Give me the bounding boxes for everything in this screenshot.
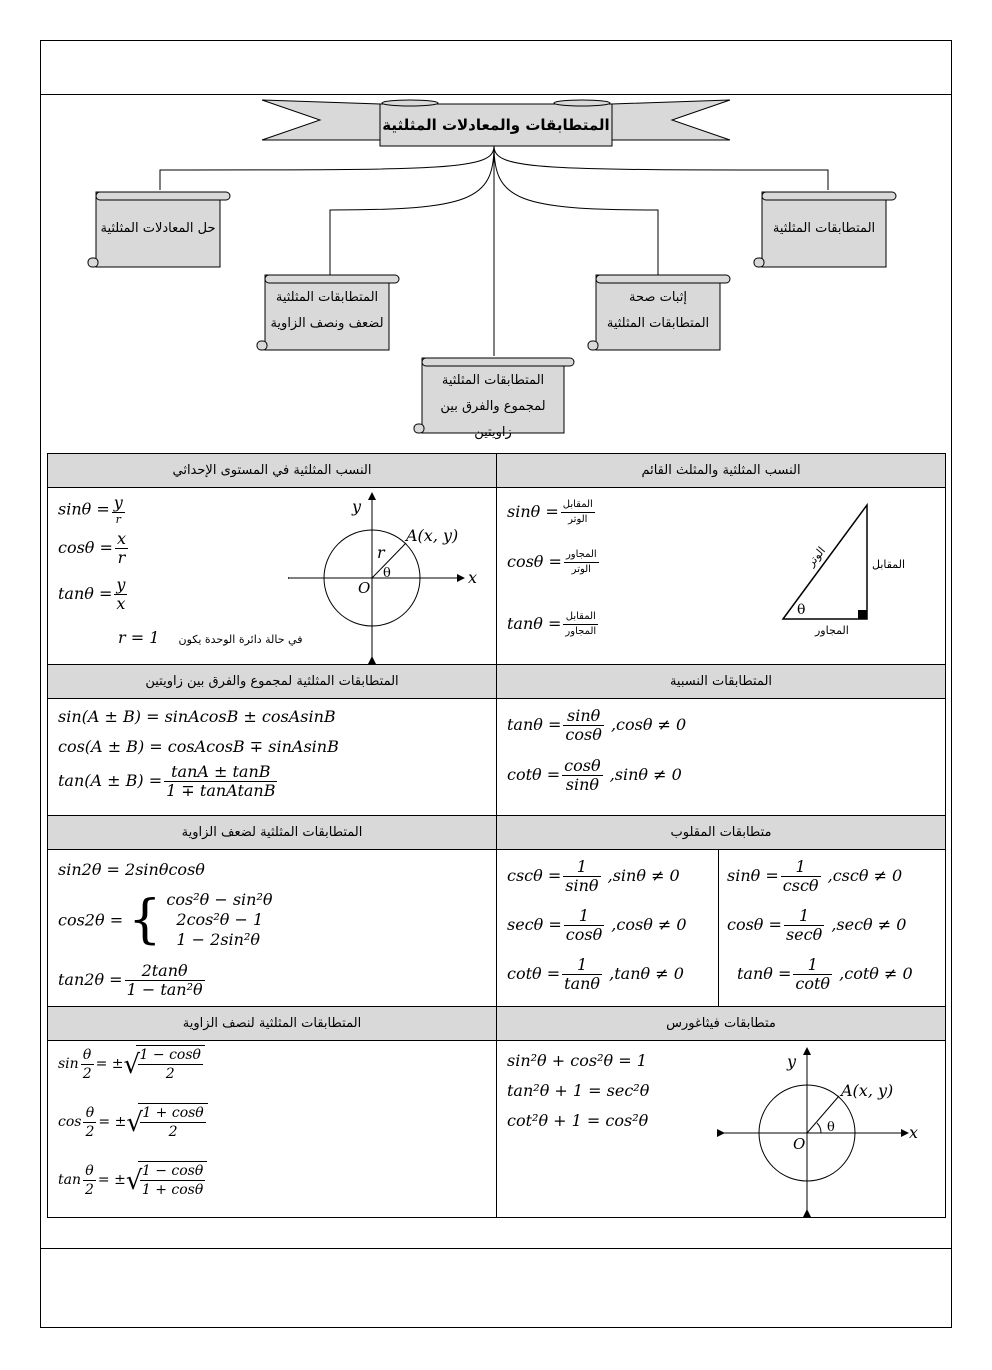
half-tan: tan $\frac{\theta}{2}$ = ± √ $\frac{1 - \cos\theta}{1 + \cos\theta}$ (58, 1161, 207, 1199)
coordinate-circle-figure (288, 488, 488, 664)
map-proving-line2: المتطابقات المثلثية (606, 316, 710, 331)
cell-coordinate (48, 488, 497, 665)
rt-sin: sinθ = $\frac{\text{المقابل}}{\text{الوتر}}$ (507, 499, 593, 525)
cell-reciprocal (497, 850, 946, 1007)
cell-right-triangle (497, 488, 946, 665)
double-cos: cos2θ = { cos²θ − sin²θ 2cos²θ − 1 1 − 2sin²θ (58, 890, 273, 950)
map-proving-line1: إثبات صحة (629, 290, 687, 305)
sum-sin: sin(A ± B) = sinAcosB ± cosAsinB (58, 707, 336, 726)
page-title: المتطابقات والمعادلات المثلثية (382, 116, 610, 134)
header-right-triangle: النسب المثلثية والمثلث القائم (497, 454, 946, 488)
header-pythag: متطابقات فيثاغورس (497, 1007, 946, 1041)
sum-cos: cos(A ± B) = cosAcosB ∓ sinAsinB (58, 737, 339, 756)
recip-sin: sinθ = $\frac{1}{\csc\theta}$ ,cscθ ≠ 0 (727, 857, 903, 895)
link-proving (494, 146, 658, 275)
pythag-label-A: A(x, y) (841, 1081, 894, 1100)
banner-right-tail (612, 100, 730, 140)
label-y: y (352, 497, 362, 516)
pythag-1: sin²θ + cos²θ = 1 (507, 1051, 647, 1070)
cell-quotient (497, 699, 946, 816)
label-theta: θ (383, 566, 391, 581)
sum-tan: tan(A ± B) = $\frac{\tan A \pm \tan B}{\text{1 ∓ tanAtanB}}$ (58, 762, 276, 800)
pythag-2: tan²θ + 1 = sec²θ (507, 1081, 650, 1100)
double-cos-c: 1 − 2sin²θ (176, 930, 261, 949)
cell-half (48, 1041, 497, 1218)
quot-cot: cotθ = $\frac{\cos\theta}{\sin\theta}$ ,sinθ ≠ 0 (507, 756, 682, 794)
map-proving (596, 285, 720, 337)
triangle-hypotenuse: الوتر (804, 544, 829, 569)
reciprocal-divider (718, 850, 719, 1006)
link-double-half (330, 146, 494, 275)
map-sum-diff-line1: المتطابقات المثلثية (441, 373, 545, 388)
triangle-theta: θ (797, 602, 806, 618)
map-sum-diff (422, 368, 564, 446)
label-O: O (358, 579, 371, 597)
coord-cos: cosθ = $\frac{x}{r}$ (58, 529, 126, 567)
pythag-3: cot²θ + 1 = cos²θ (507, 1111, 649, 1130)
right-triangle-figure (737, 488, 937, 664)
header-coordinate: النسب المثلثية في المستوى الإحداثي (48, 454, 497, 488)
triangle-opposite: المقابل (872, 558, 906, 571)
r-equals-one: r = 1 (118, 628, 160, 647)
double-sin: sin2θ = 2sinθcosθ (58, 860, 205, 879)
map-double-half-line1: المتطابقات المثلثية (275, 290, 379, 305)
label-x: x (468, 568, 478, 587)
pythag-label-theta: θ (827, 1120, 835, 1135)
banner-left-tail (262, 100, 380, 140)
quot-tan: tanθ = $\frac{\sin\theta}{\cos\theta}$ ,cosθ ≠ 0 (507, 706, 687, 744)
unit-note-text: في حالة دائرة الوحدة يكون (178, 633, 303, 646)
pythag-label-O: O (793, 1135, 806, 1153)
header-sum-diff: المتطابقات المثلثية لمجموع والفرق بين زاويتين (48, 665, 497, 699)
triangle-adjacent: المجاور (815, 624, 849, 637)
map-double-half (265, 285, 389, 337)
coord-tan: tanθ = $\frac{y}{x}$ (58, 575, 126, 613)
label-r: r (377, 543, 385, 562)
header-half: المتطابقات المثلثية لنصف الزاوية (48, 1007, 497, 1041)
map-sum-diff-line2: لمجموع والفرق بين زاويتين (440, 399, 546, 440)
recip-tan: tanθ = $\frac{1}{\cot\theta}$ ,cotθ ≠ 0 (737, 955, 913, 993)
pythag-label-y: y (787, 1052, 797, 1071)
rt-tan: tanθ = $\frac{\text{المقابل}}{\text{المجاور}}$ (507, 611, 597, 637)
cell-sum-diff (48, 699, 497, 816)
label-A: A(x, y) (406, 526, 459, 545)
link-identities (494, 146, 828, 190)
footer-divider (40, 1248, 952, 1249)
recip-cot: cotθ = $\frac{1}{\tan\theta}$ ,tanθ ≠ 0 (507, 955, 684, 993)
cell-pythag (497, 1041, 946, 1218)
header-quotient: المتطابقات النسبية (497, 665, 946, 699)
recip-sec: secθ = $\frac{1}{\cos\theta}$ ,cosθ ≠ 0 (507, 906, 687, 944)
rt-cos: cosθ = $\frac{\text{المجاور}}{\text{الوتر}}$ (507, 549, 597, 575)
half-cos: cos $\frac{\theta}{2}$ = ± √ $\frac{1 + \cos\theta}{2}$ (58, 1103, 208, 1141)
unit-circle-note (118, 628, 303, 647)
recip-cos: cosθ = $\frac{1}{\sec\theta}$ ,secθ ≠ 0 (727, 906, 907, 944)
header-double: المتطابقات المثلثية لضعف الزاوية (48, 816, 497, 850)
recip-csc: cscθ = $\frac{1}{\sin\theta}$ ,sinθ ≠ 0 (507, 857, 680, 895)
header-reciprocal: متطابقات المقلوب (497, 816, 946, 850)
coord-sin: sinθ = $\frac{y}{r}$ (58, 493, 123, 526)
cell-double (48, 850, 497, 1007)
half-sin: sin $\frac{\theta}{2}$ = ± √ $\frac{1 - \cos\theta}{2}$ (58, 1045, 205, 1083)
link-solving (160, 146, 494, 190)
double-tan: tan2θ = $\frac{2\tan\theta}{\text{1 − tan²θ}}$ (58, 961, 203, 999)
double-cos-b: 2cos²θ − 1 (176, 910, 264, 929)
double-cos-a: cos²θ − sin²θ (166, 890, 273, 909)
pythag-label-x: x (909, 1123, 919, 1142)
map-double-half-line2: لضعف ونصف الزاوية (270, 316, 384, 331)
map-identities: المتطابقات المثلثية (772, 221, 876, 236)
formula-table (47, 453, 946, 1218)
map-solving: حل المعادلات المثلثية (100, 221, 216, 236)
pythag-circle-figure (717, 1041, 937, 1217)
